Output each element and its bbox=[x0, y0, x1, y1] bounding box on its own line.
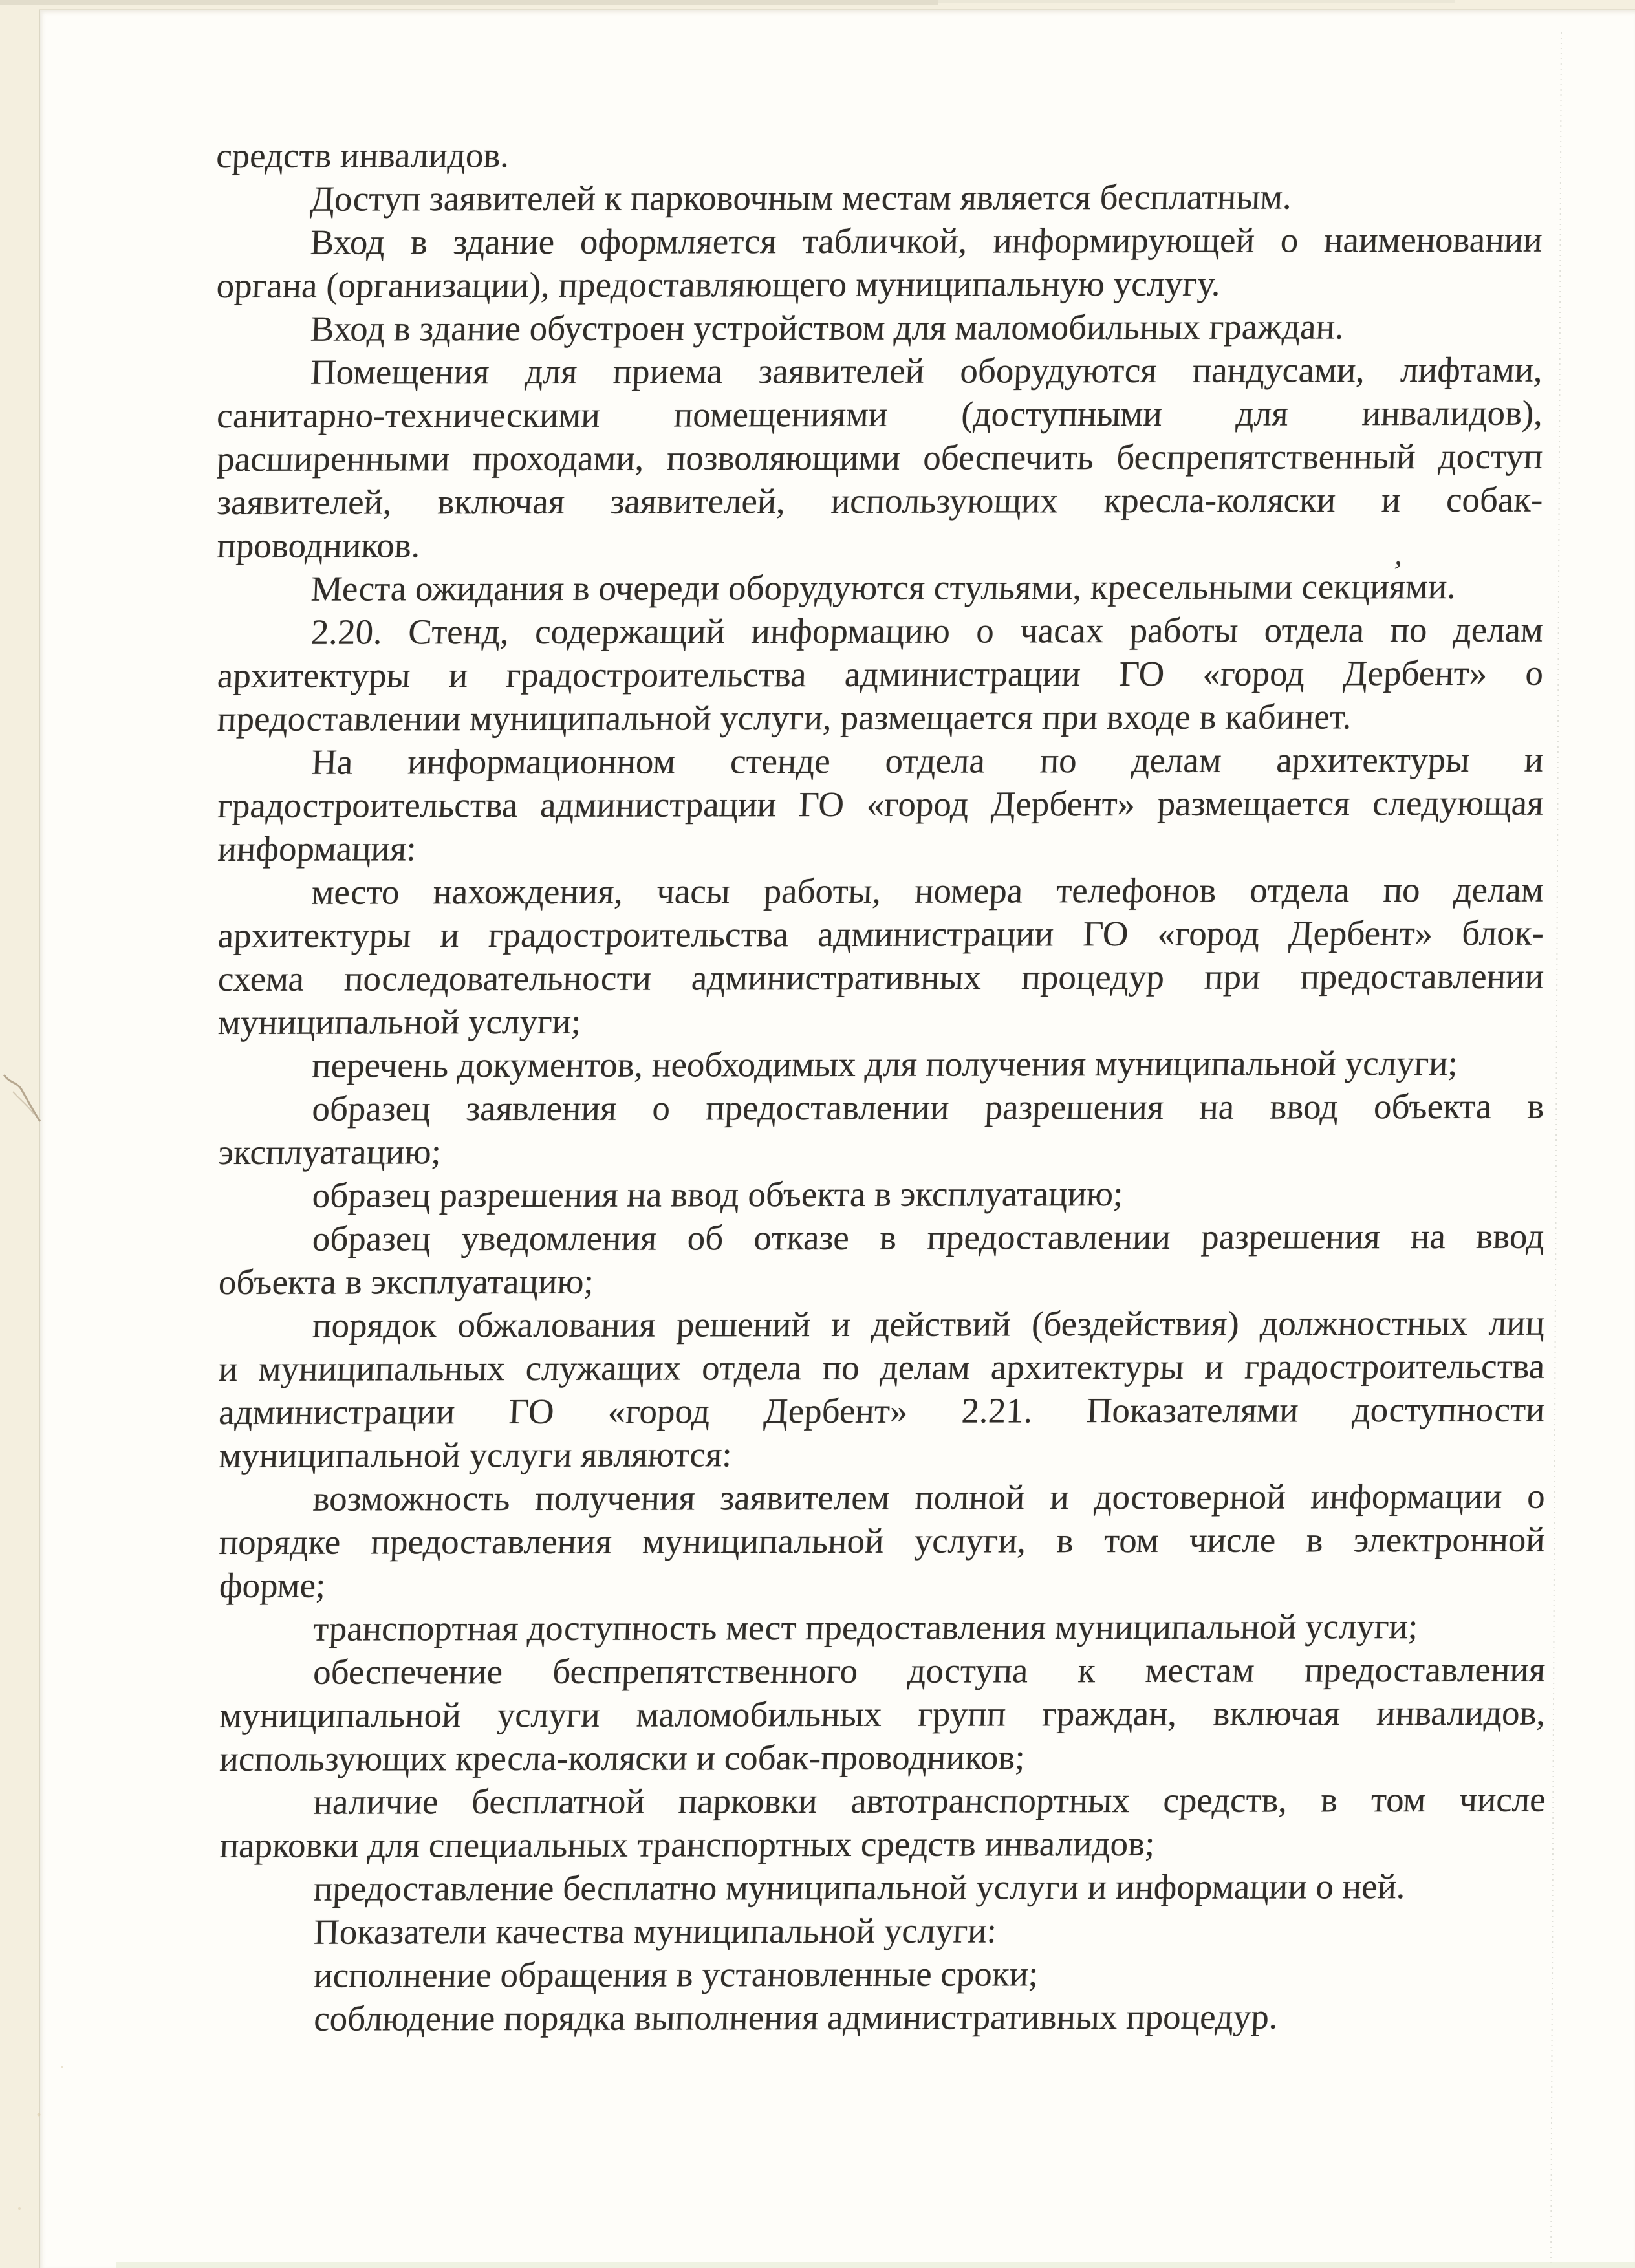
text-line: схема последовательности административных процедур при предоставлении bbox=[217, 956, 1545, 999]
text-line: муниципальной услуги маломобильных групп граждан, включая инвалидов, bbox=[219, 1692, 1546, 1735]
text-line: исполнение обращения в установленные сроки; bbox=[313, 1954, 1039, 1995]
text-line: информация: bbox=[217, 828, 417, 869]
text-line: Вход в здание обустроен устройством для маломобильных граждан. bbox=[309, 307, 1345, 349]
text-line: эксплуатацию; bbox=[217, 1132, 442, 1172]
text-line: порядок обжалования решений и действий (бездействия) должностных лиц bbox=[312, 1302, 1546, 1345]
text-line: транспортная доступность мест предоставления муниципальной услуги; bbox=[312, 1606, 1419, 1648]
text-line: заявителей, включая заявителей, использующих кресла-коляски и собак- bbox=[216, 479, 1544, 522]
text-line: архитектуры и градостроительства администрации ГО «город Дербент» о bbox=[216, 653, 1544, 695]
text-line: администрации ГО «город Дербент» 2.21. Показателями доступности bbox=[218, 1389, 1546, 1432]
text-line: санитарно-техническими помещениями (доступными для инвалидов), bbox=[216, 393, 1544, 435]
text-line: Доступ заявителей к парковочным местам является бесплатным. bbox=[309, 177, 1293, 219]
text-line: Места ожидания в очереди оборудуются стульями, кресельными секциями. bbox=[310, 566, 1457, 609]
text-line: предоставлении муниципальной услуги, размещается при входе в кабинет. bbox=[217, 697, 1352, 739]
text-line: парковки для специальных транспортных средств инвалидов; bbox=[219, 1823, 1156, 1865]
text-line: Помещения для приема заявителей оборудуются пандусами, лифтами, bbox=[309, 349, 1544, 392]
text-line: расширенными проходами, позволяющими обеспечить беспрепятственный доступ bbox=[216, 436, 1544, 479]
ink-comma-speck: , bbox=[1393, 537, 1406, 572]
text-line: органа (организации), предоставляющего муниципальную услугу. bbox=[215, 263, 1222, 305]
text-line: средств инвалидов. bbox=[215, 135, 510, 175]
document-text bbox=[215, 131, 1545, 2040]
text-line: порядке предоставления муниципальной услуги, в том числе в электронной bbox=[218, 1519, 1546, 1562]
text-line: образец разрешения на ввод объекта в эксплуатацию; bbox=[311, 1174, 1124, 1215]
document-lines bbox=[215, 131, 1545, 2040]
text-line: наличие бесплатной парковки автотранспортных средств, в том числе bbox=[312, 1779, 1547, 1822]
text-line: градостроительства администрации ГО «город Дербент» размещается следующая bbox=[217, 783, 1544, 825]
text-line: форме; bbox=[218, 1565, 327, 1605]
text-line: образец уведомления об отказе в предоставлении разрешения на ввод bbox=[311, 1216, 1546, 1258]
text-line: использующих кресла-коляски и собак-проводников; bbox=[219, 1737, 1026, 1778]
text-line: обеспечение беспрепятственного доступа к местам предоставления bbox=[312, 1649, 1546, 1692]
text-line: архитектуры и градостроительства администрации ГО «город Дербент» блок- bbox=[217, 913, 1545, 955]
text-line: 2.20. Стенд, содержащий информацию о часах работы отдела по делам bbox=[310, 609, 1544, 652]
text-line: перечень документов, необходимых для получения муниципальной услуги; bbox=[311, 1042, 1459, 1085]
text-line: Показатели качества муниципальной услуги: bbox=[313, 1910, 998, 1952]
text-line: муниципальной услуги являются: bbox=[218, 1434, 733, 1475]
text-line: соблюдение порядка выполнения административных процедур. bbox=[313, 1996, 1279, 2038]
text-line: возможность получения заявителем полной и достоверной информации о bbox=[312, 1476, 1546, 1518]
text-line: и муниципальных служащих отдела по делам архитектуры и градостроительства bbox=[218, 1346, 1546, 1388]
text-line: объекта в эксплуатацию; bbox=[217, 1261, 595, 1302]
text-line: На информационном стенде отдела по делам архитектуры и bbox=[310, 739, 1544, 782]
text-line: образец заявления о предоставлении разрешения на ввод объекта в bbox=[311, 1086, 1545, 1129]
text-line: предоставление бесплатно муниципальной услуги и информации о ней. bbox=[312, 1866, 1407, 1908]
text-line: Вход в здание оформляется табличкой, информирующей о наименовании bbox=[309, 219, 1543, 262]
text-line: проводников. bbox=[216, 525, 421, 565]
text-line: место нахождения, часы работы, номера телефонов отдела по делам bbox=[310, 869, 1545, 912]
text-line: муниципальной услуги; bbox=[217, 1001, 582, 1042]
